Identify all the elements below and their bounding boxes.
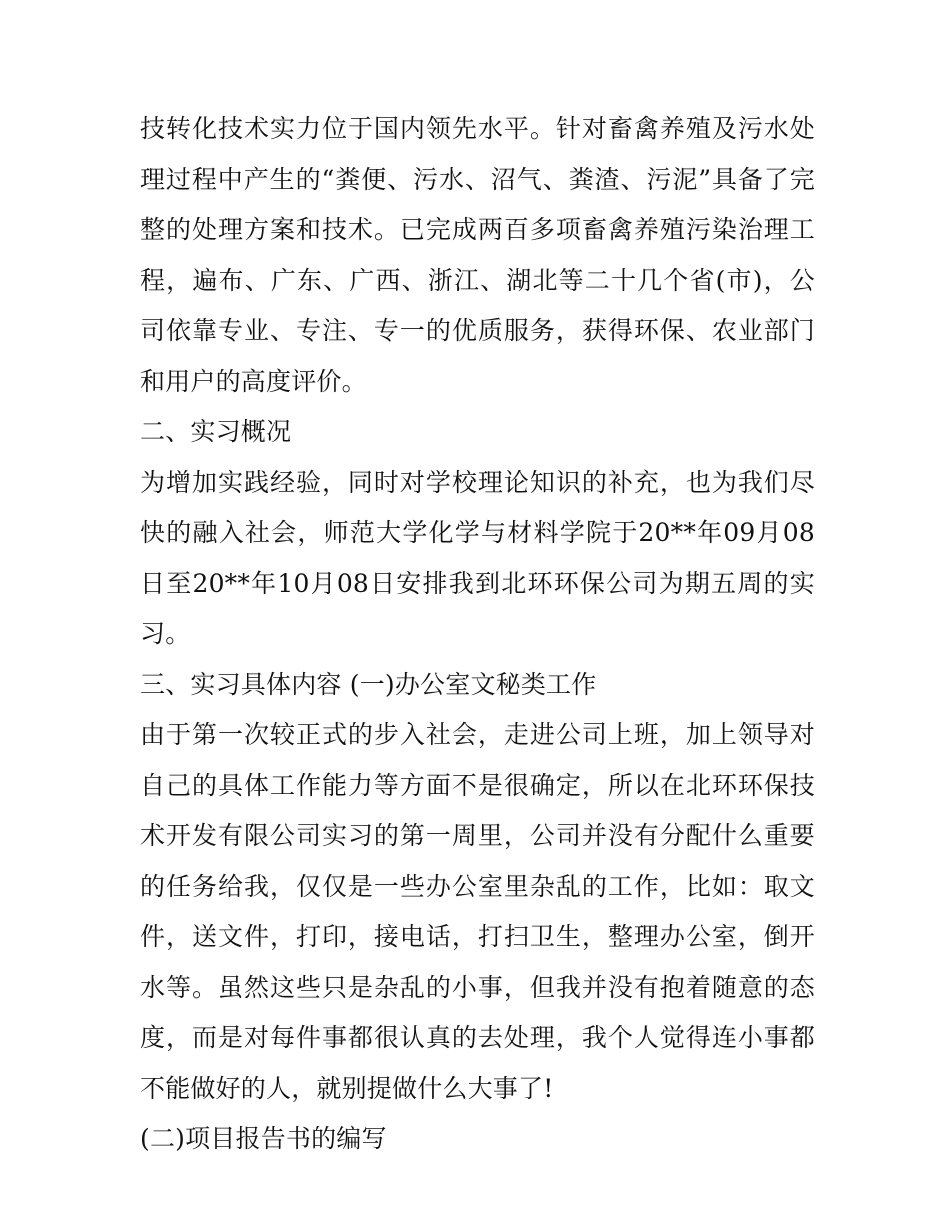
heading-internship-overview: 二、实习概况: [140, 417, 292, 446]
heading-internship-content: 三、实习具体内容 (一)办公室文秘类工作: [140, 669, 597, 699]
paragraph-company-intro: 技转化技术实力位于国内领先水平。针对畜禽养殖及污水处理过程中产生的“粪便、污水、沼气、粪渣、污泥”具备了完整的处理方案和技术。已完成两百多项畜禽养殖污染治理工程，遍布、广东、广西、浙江、湖北等二十几个省(市)，公司依靠专业、专注、专一的优质服务，获得环保、农业部门和用户的高度评价。: [140, 114, 815, 396]
document-body: [140, 104, 815, 1165]
paragraph-office-work: 由于第一次较正式的步入社会，走进公司上班，加上领导对自己的具体工作能力等方面不是很确定，所以在北环环保技术开发有限公司实习的第一周里，公司并没有分配什么重要的任务给我，仅仅是一些办公室里杂乱的工作，比如：取文件，送文件，打印，接电话，打扫卫生，整理办公室，倒开水等。虽然这些只是杂乱的小事，但我并没有抱着随意的态度，而是对每件事都很认真的去处理，我个人觉得连小事都不能做好的人，就别提做什么大事了!: [140, 720, 815, 1103]
paragraph-internship-overview: 为增加实践经验，同时对学校理论知识的补充，也为我们尽快的融入社会，师范大学化学与材料学院于20**年09月08日至20**年10月08日安排我到北环环保公司为期五周的实习。: [140, 467, 815, 648]
heading-project-report: (二)项目报告书的编写: [140, 1124, 387, 1153]
